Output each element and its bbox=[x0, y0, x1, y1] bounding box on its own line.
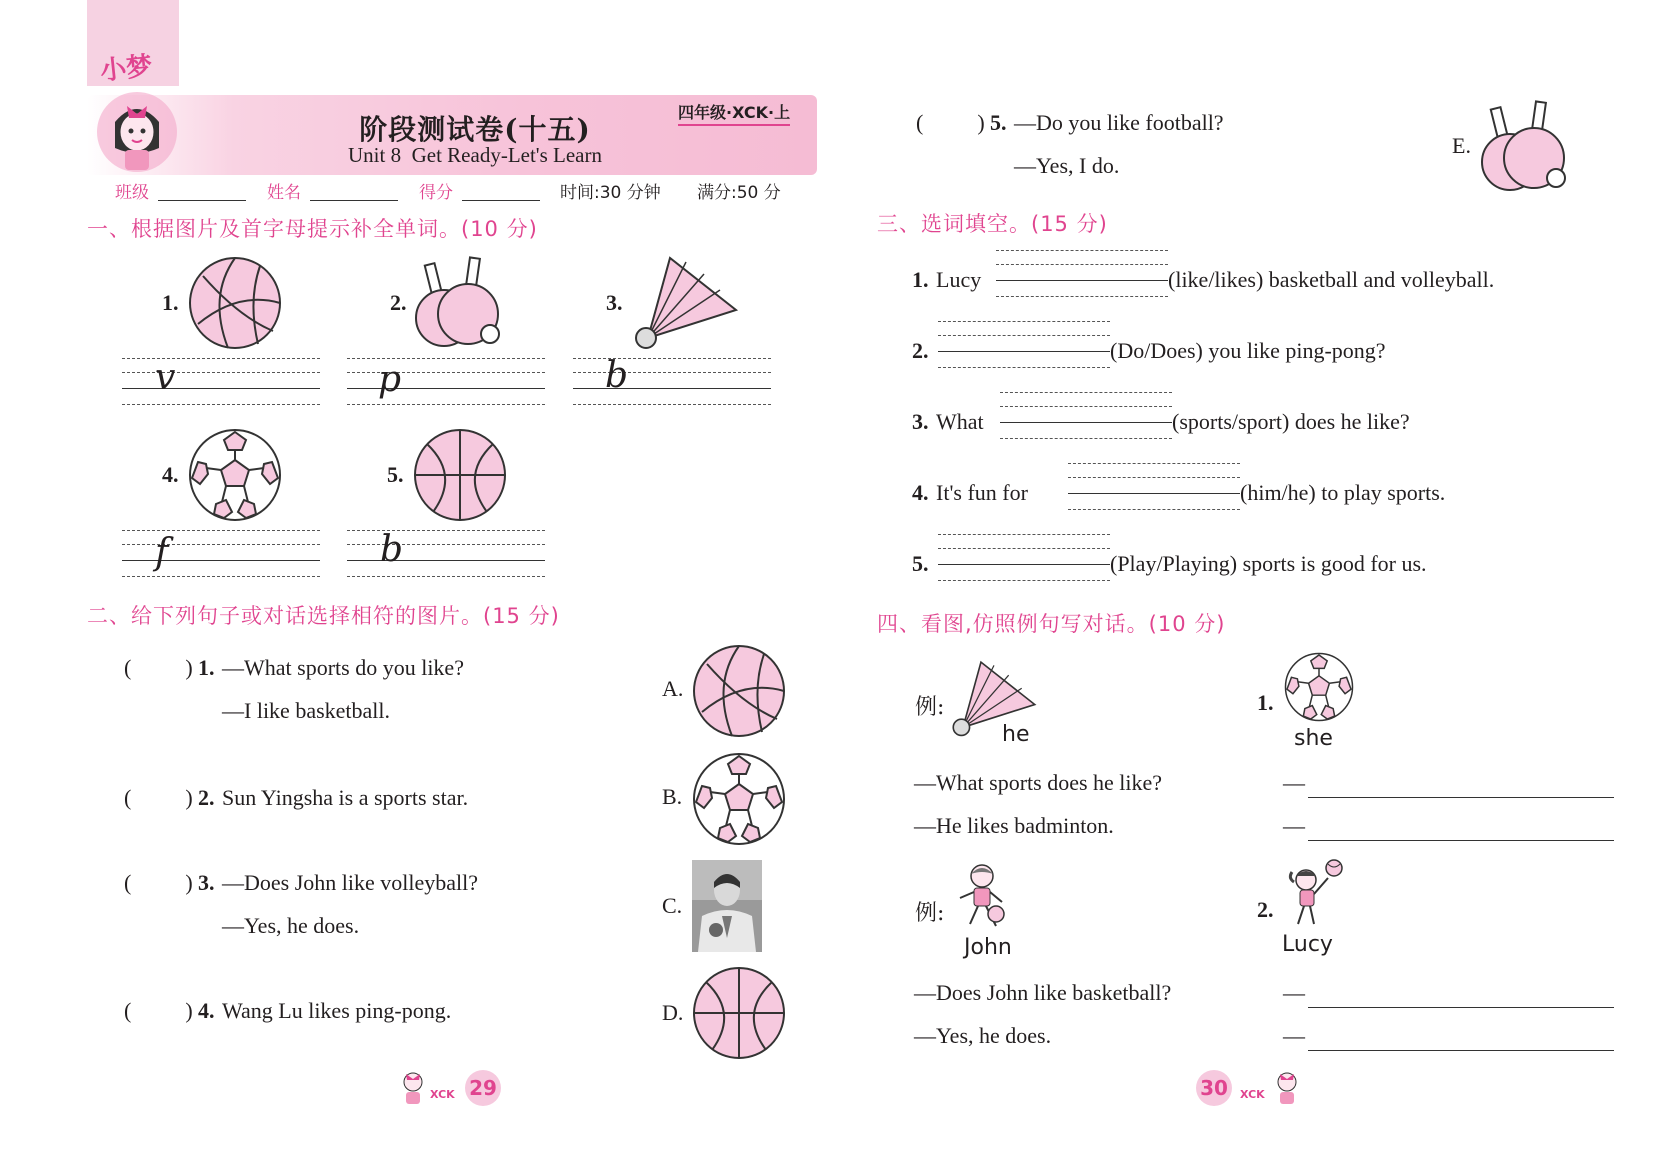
option-label: E. bbox=[1452, 133, 1471, 158]
ping-pong-paddles-icon bbox=[414, 254, 504, 350]
s2-question-line1: Sun Yingsha is a sports star. bbox=[222, 785, 469, 810]
option-label: C. bbox=[662, 893, 683, 918]
full-score: 满分:50 分 bbox=[697, 183, 781, 203]
s2-question-line2: —I like basketball. bbox=[222, 698, 391, 723]
s1-item-num: 3. bbox=[606, 290, 623, 315]
s3-item-num: 3. bbox=[912, 409, 929, 434]
class-label: 班级 bbox=[115, 183, 149, 203]
s3-answer-blank[interactable] bbox=[996, 250, 1168, 298]
time-limit: 时间:30 分钟 bbox=[560, 183, 661, 203]
s3-text-after: (sports/sport) does he like? bbox=[1172, 409, 1410, 434]
basketball-icon bbox=[413, 428, 507, 522]
s3-answer-blank[interactable] bbox=[938, 321, 1110, 369]
s1-letter-hint: v bbox=[155, 357, 176, 398]
s1-item-num: 2. bbox=[390, 290, 407, 315]
section1-title: 一、根据图片及首字母提示补全单词。(10 分) bbox=[87, 217, 538, 241]
example-answer: —Yes, he does. bbox=[914, 1023, 1052, 1048]
ping-pong-paddles-icon[interactable] bbox=[1480, 98, 1570, 194]
s2-question-line2: —Yes, he does. bbox=[222, 913, 360, 938]
s2-question-line1: —What sports do you like? bbox=[222, 655, 464, 680]
answer-bracket[interactable]: ( ) bbox=[124, 870, 193, 895]
option-label: B. bbox=[662, 784, 683, 809]
s3-text-before: It's fun for bbox=[936, 480, 1028, 505]
s2-question-line1: —Do you like football? bbox=[1014, 110, 1224, 135]
s2-question-line1: Wang Lu likes ping-pong. bbox=[222, 998, 452, 1023]
s3-answer-blank[interactable] bbox=[1000, 392, 1172, 440]
dialog-dash: — bbox=[1283, 813, 1305, 838]
grade-tag: 四年级·XCK·上 bbox=[678, 100, 790, 126]
s1-letter-hint: b bbox=[605, 355, 629, 396]
example-label: 例: bbox=[915, 901, 945, 926]
mascot-girl-icon bbox=[95, 88, 180, 178]
s3-text-after: (like/likes) basketball and volleyball. bbox=[1168, 267, 1495, 292]
footer-mascot-icon bbox=[1272, 1070, 1302, 1106]
option-label: A. bbox=[662, 676, 684, 701]
s1-item-num: 5. bbox=[387, 462, 404, 487]
answer-line[interactable] bbox=[1308, 1050, 1614, 1051]
brand-logo: 小梦 bbox=[98, 51, 154, 87]
s3-item-num: 1. bbox=[912, 267, 929, 292]
picture-caption: Lucy bbox=[1282, 932, 1333, 957]
score-input[interactable] bbox=[462, 200, 540, 201]
athlete-photo[interactable] bbox=[692, 860, 762, 952]
example-answer: —He likes badminton. bbox=[914, 813, 1114, 838]
option-label: D. bbox=[662, 1000, 684, 1025]
section4-title: 四、看图,仿照例句写对话。(10 分) bbox=[877, 612, 1226, 636]
s3-answer-blank[interactable] bbox=[1068, 463, 1240, 511]
s1-writing-lines[interactable] bbox=[573, 355, 771, 408]
answer-bracket[interactable]: ( ) bbox=[124, 998, 193, 1023]
footer-tag: XCK bbox=[430, 1088, 455, 1101]
basketball-icon[interactable] bbox=[692, 966, 786, 1060]
s3-text-before: What bbox=[936, 409, 984, 434]
s3-item-num: 4. bbox=[912, 480, 929, 505]
answer-bracket[interactable]: ( ) bbox=[124, 655, 193, 680]
example-label: 例: bbox=[915, 695, 945, 720]
name-input[interactable] bbox=[310, 200, 398, 201]
s1-letter-hint: p bbox=[378, 359, 402, 400]
s1-writing-lines[interactable] bbox=[122, 530, 320, 580]
boy-playing-basketball-icon bbox=[952, 862, 1022, 934]
class-input[interactable] bbox=[158, 200, 246, 201]
s3-text-after: (him/he) to play sports. bbox=[1240, 480, 1446, 505]
answer-line[interactable] bbox=[1308, 797, 1614, 798]
dialog-dash: — bbox=[1283, 1023, 1305, 1048]
volleyball-icon bbox=[188, 256, 282, 350]
s1-item-num: 1. bbox=[162, 290, 179, 315]
football-icon bbox=[188, 428, 282, 522]
dialog-dash: — bbox=[1283, 980, 1305, 1005]
footer-tag: XCK bbox=[1240, 1088, 1265, 1101]
s3-answer-blank[interactable] bbox=[938, 534, 1110, 582]
page-title: 阶段测试卷(十五) bbox=[359, 113, 591, 146]
s2-question-line2: —Yes, I do. bbox=[1014, 153, 1120, 178]
score-label: 得分 bbox=[419, 183, 453, 203]
s1-writing-lines[interactable] bbox=[347, 530, 545, 580]
s3-text-after: (Do/Does) you like ping-pong? bbox=[1110, 338, 1386, 363]
volleyball-icon[interactable] bbox=[692, 644, 786, 738]
s2-question-line1: —Does John like volleyball? bbox=[222, 870, 479, 895]
example-question: —What sports does he like? bbox=[914, 770, 1163, 795]
s1-writing-lines[interactable] bbox=[347, 358, 545, 408]
section3-title: 三、选词填空。(15 分) bbox=[877, 212, 1108, 236]
football-icon bbox=[1284, 652, 1354, 722]
page-number: 30 bbox=[1196, 1070, 1232, 1106]
page-number: 29 bbox=[465, 1070, 501, 1106]
s2-question-num: 5. bbox=[990, 110, 1007, 135]
example-question: —Does John like basketball? bbox=[914, 980, 1172, 1005]
football-icon[interactable] bbox=[692, 752, 786, 846]
s2-question-num: 3. bbox=[198, 870, 215, 895]
s3-text-before: Lucy bbox=[936, 267, 982, 292]
s1-letter-hint: b bbox=[380, 529, 404, 570]
s3-text-after: (Play/Playing) sports is good for us. bbox=[1110, 551, 1427, 576]
answer-bracket[interactable]: ( ) bbox=[916, 110, 985, 135]
s4-task-num: 2. bbox=[1257, 897, 1274, 922]
s4-task-num: 1. bbox=[1257, 690, 1274, 715]
shuttlecock-icon bbox=[632, 254, 740, 350]
s1-letter-hint: f bbox=[155, 532, 169, 573]
picture-caption: he bbox=[1002, 722, 1030, 747]
s2-question-num: 4. bbox=[198, 998, 215, 1023]
picture-caption: she bbox=[1294, 726, 1333, 751]
name-label: 姓名 bbox=[267, 183, 301, 203]
answer-bracket[interactable]: ( ) bbox=[124, 785, 193, 810]
s1-item-num: 4. bbox=[162, 462, 179, 487]
s1-writing-lines[interactable] bbox=[122, 358, 320, 408]
section2-title: 二、给下列句子或对话选择相符的图片。(15 分) bbox=[87, 604, 560, 628]
s2-question-num: 2. bbox=[198, 785, 215, 810]
footer-mascot-icon bbox=[398, 1070, 428, 1106]
girl-playing-volleyball-icon bbox=[1284, 858, 1350, 930]
s3-item-num: 2. bbox=[912, 338, 929, 363]
dialog-dash: — bbox=[1283, 770, 1305, 795]
answer-line[interactable] bbox=[1308, 1007, 1614, 1008]
picture-caption: John bbox=[964, 935, 1012, 960]
s3-item-num: 5. bbox=[912, 551, 929, 576]
answer-line[interactable] bbox=[1308, 840, 1614, 841]
s2-question-num: 1. bbox=[198, 655, 215, 680]
page-subtitle: Unit 8 Get Ready-Let's Learn bbox=[348, 143, 602, 167]
